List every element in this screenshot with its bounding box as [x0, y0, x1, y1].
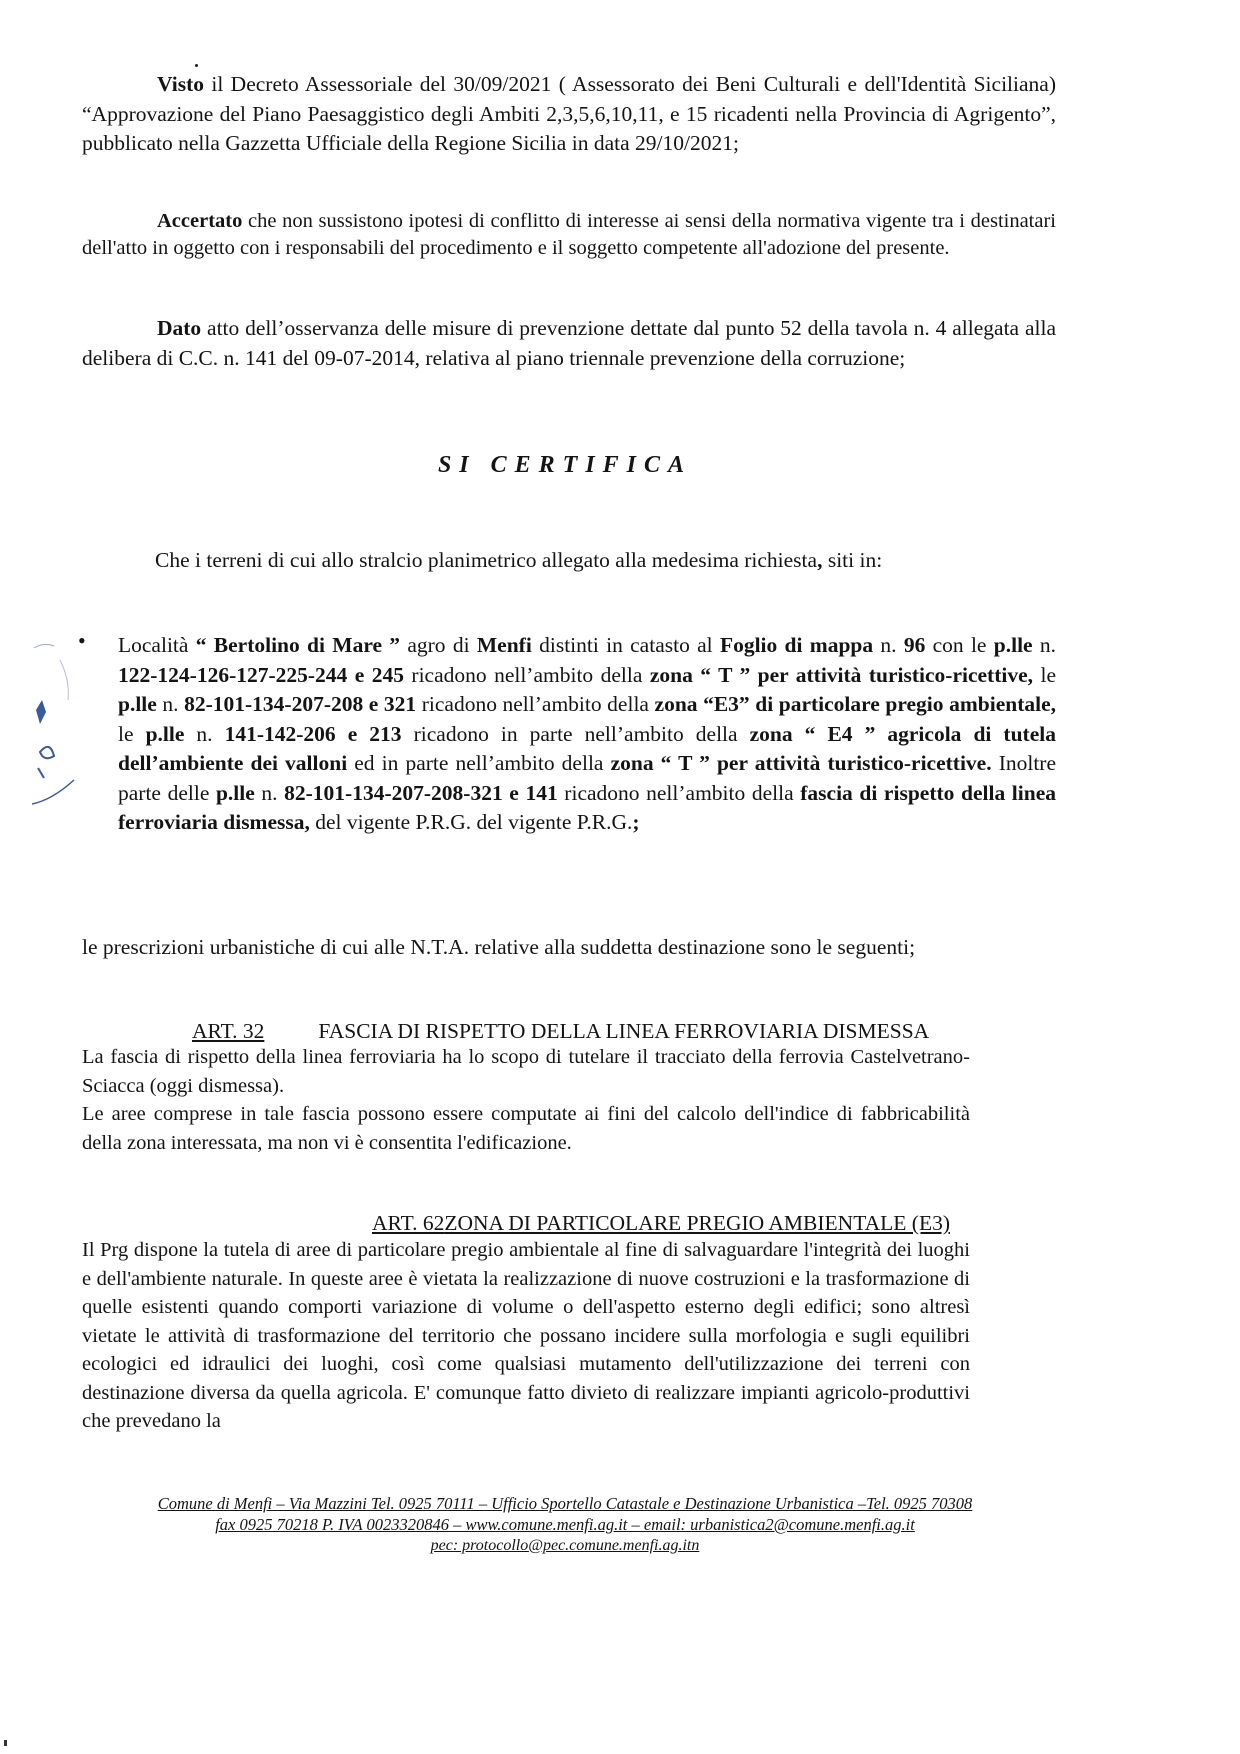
article-number: ART. 62	[372, 1211, 445, 1235]
paragraph-text: Che i terreni di cui allo stralcio planimetrico allegato alla medesima richiesta	[155, 548, 818, 572]
footer-line-1: Comune di Menfi – Via Mazzini Tel. 0925 70111 – Ufficio Sportello Catastale e Destinazione Urbanistica –Tel. 0925 70308	[157, 1494, 973, 1513]
article-title: FASCIA DI RISPETTO DELLA LINEA FERROVIARIA DISMESSA	[318, 1019, 930, 1043]
paragraph-text: atto dell’osservanza delle misure di prevenzione dettate dal punto 52 della tavola n. 4 allegata alla delibera di C.C. n. 141 del 09-07-2014, relativa al piano triennale prevenzione della corruzione;	[82, 316, 1056, 370]
paragraph-text: che non sussistono ipotesi di conflitto di interesse ai sensi della normativa vigente tra i destinatari dell'atto in oggetto con i responsabili del procedimento e il soggetto competente all'adozione del presente.	[82, 210, 1056, 259]
art62-heading	[372, 1210, 950, 1236]
paragraph-prescrizioni: le prescrizioni urbanistiche di cui alle N.T.A. relative alla suddetta destinazione sono le seguenti;	[82, 935, 916, 959]
paragraph-dato	[82, 314, 1056, 373]
paragraph-text: il Decreto Assessoriale del 30/09/2021 ( Assessorato dei Beni Culturali e dell'Identità Siciliana) “Approvazione del Piano Paesaggistico degli Ambiti 2,3,5,6,10,11, e 15 ricadenti nella Provincia di Agrigento”, pubblicato nella Gazzetta Ufficiale della Regione Sicilia in data 29/10/2021;	[82, 72, 1056, 155]
lead-word: Visto	[157, 72, 204, 96]
lead-word: Dato	[157, 316, 202, 340]
bullet-icon: •	[78, 628, 86, 653]
art32-heading	[192, 1018, 929, 1044]
paragraph-accertato	[82, 208, 1056, 262]
ink-dot	[195, 64, 198, 67]
stamp-mark	[30, 640, 80, 830]
footer-line-3: pec: protocollo@pec.comune.menfi.ag.itn	[430, 1537, 700, 1554]
article-text: La fascia di rispetto della linea ferroviaria ha lo scopo di tutelare il tracciato della ferrovia Castelvetrano-Sciacca (oggi dismessa).	[82, 1046, 970, 1097]
footer-line-2: fax 0925 70218 P. IVA 0023320846 – www.comune.menfi.ag.it – email: urbanistica2@comune.menfi.ag.it	[215, 1515, 915, 1534]
paragraph-visto	[82, 70, 1056, 159]
bold-comma: ,	[817, 548, 823, 572]
certifica-heading: SI CERTIFICA	[437, 452, 693, 478]
art32-body	[82, 1043, 970, 1157]
article-number: ART. 32	[192, 1019, 265, 1043]
paragraph-localita: Località “ Bertolino di Mare ” agro di Menfi distinti in catasto al Foglio di mappa n. 96 con le p.lle n. 122-124-126-127-225-244 e 245 ricadono nell’ambito della zona “ T ” per attività turistico-ricettive, le p.lle n. 82-101-134-207-208 e 321 ricadono nell’ambito della zona “E3” di particolare pregio ambientale, le p.lle n. 141-142-206 e 213 ricadono in parte nell’ambito della zona “ E4 ” agricola di tutela dell’ambiente dei valloni ed in parte nell’ambito della zona “ T ” per attività turistico-ricettive. Inoltre parte delle p.lle n. 82-101-134-207-208-321 e 141 ricadono nell’ambito della fascia di rispetto della linea ferroviaria dismessa, del vigente P.R.G. del vigente P.R.G.;	[118, 633, 1057, 834]
scan-mark	[4, 1740, 7, 1746]
paragraph-terreni	[155, 546, 1055, 576]
paragraph-text: siti in:	[822, 548, 883, 572]
article-title: ZONA DI PARTICOLARE PREGIO AMBIENTALE (E3)	[444, 1211, 950, 1235]
art62-body: Il Prg dispone la tutela di aree di particolare pregio ambientale al fine di salvaguardare l'integrità dei luoghi e dell'ambiente naturale. In queste aree è vietata la realizzazione di nuove costruzioni e la trasformazione di quelle esistenti quando comporti variazione di volume o dell'aspetto esterno degli edifici; sono altresì vietate le attività di trasformazione del territorio che possano incidere sulla morfologia e sugli equilibri ecologici ed idraulici dei luoghi, così come qualsiasi mutamento dell'utilizzazione dei terreni con destinazione diversa da quella agricola. E' comunque fatto divieto di realizzare impianti agricolo-produttivi che prevedano la	[82, 1239, 970, 1432]
article-text: Le aree comprese in tale fascia possono essere computate ai fini del calcolo dell'indice di fabbricabilità della zona interessata, ma non vi è consentita l'edificazione.	[82, 1103, 970, 1154]
lead-word: Accertato	[157, 210, 243, 232]
